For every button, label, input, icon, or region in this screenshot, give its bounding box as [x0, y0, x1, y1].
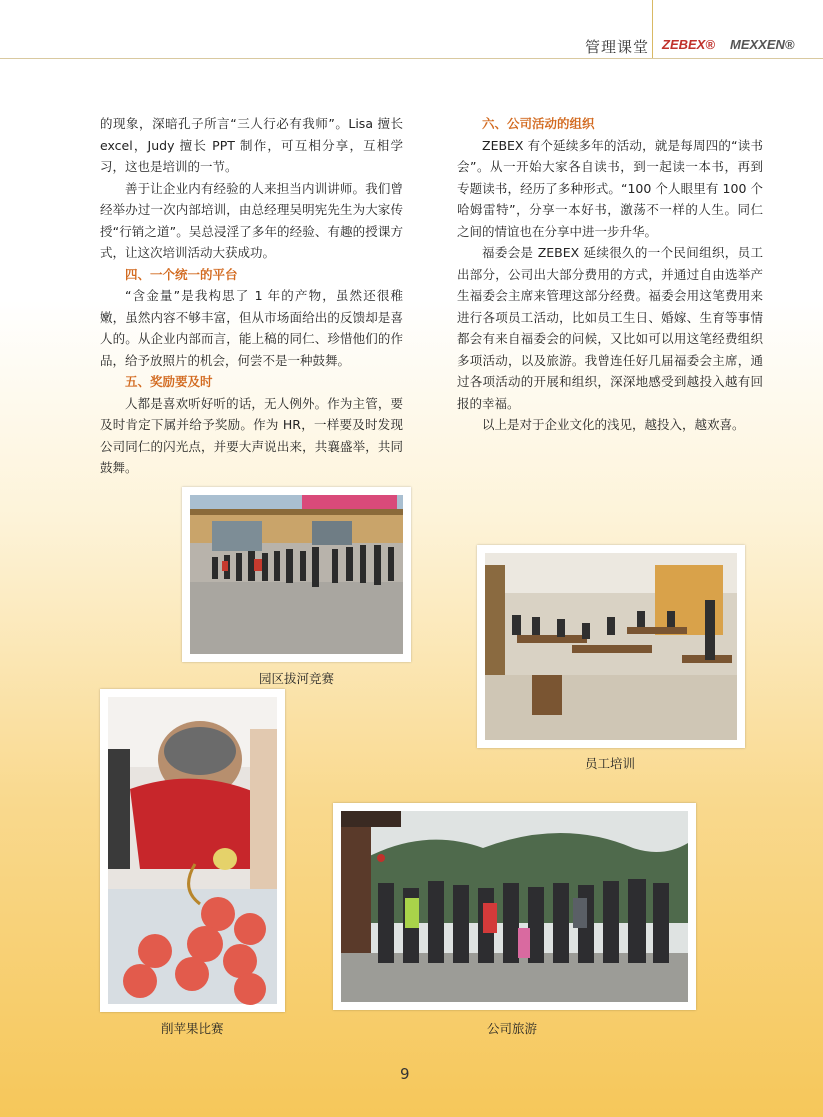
section-heading-6: 六、公司活动的组织 [482, 116, 595, 131]
paragraph: 善于让企业内有经验的人来担当内训讲师。我们曾经举办过一次内部培训，由总经理吴明宪先生为大家传授“行销之道”。吴总浸淫了多年的经验、有趣的授课方式，让这次培训活动大获成功。 [100, 180, 403, 260]
section-title: 管理课堂 [585, 38, 650, 56]
paragraph: 的现象，深暗孔子所言“三人行必有我师”。Lisa 擅长 excel，Judy 擅长 PPT 制作，可互相分享，互相学习，这也是培训的一节。 [100, 116, 403, 174]
paragraph: 福委会是 ZEBEX 延续很久的一个民间组织，员工出部分，公司出大部分费用的方式，并通过自由选举产生福委会主席来管理这部分经费。福委会用这笔费用来进行各项员工活动，比如员工生日、婚嫁、生育等事情都会有来自福委会的问候，又比如可以用这笔经费组织多项活动，以及旅游。我曾连任好几届福委会主席，通过各项活动的开展和组织，深深地感受到越投入越有回报的幸福。 [457, 245, 763, 411]
page-number: 9 [400, 1065, 410, 1083]
staff-training-photo [477, 545, 745, 748]
zebex-logo: ZEBEX® [662, 37, 715, 52]
apple-peeling-caption: 削苹果比赛 [161, 1021, 224, 1036]
tug-of-war-photo [182, 487, 411, 662]
tug-of-war-caption: 园区拔河竞赛 [259, 671, 335, 686]
right-column [457, 113, 763, 436]
section-heading-4: 四、一个统一的平台 [125, 266, 238, 282]
left-column [100, 113, 403, 479]
mexxen-logo: MEXXEN® [730, 37, 795, 52]
company-travel-caption: 公司旅游 [487, 1021, 538, 1036]
paragraph: 以上是对于企业文化的浅见，越投入，越欢喜。 [482, 417, 745, 432]
apple-peeling-photo [100, 689, 285, 1012]
section-heading-5: 五、奖励要及时 [125, 374, 213, 389]
paragraph: 人都是喜欢听好听的话，无人例外。作为主管，要及时肯定下属并给予奖励。作为 HR，一样要及时发现公司同仁的闪光点，并要大声说出来，共襄盛举，共同鼓舞。 [100, 395, 403, 475]
paragraph: “含金量”是我构思了 1 年的产物，虽然还很稚嫩，虽然内容不够丰富，但从市场面给出的反馈却是喜人的。从企业内部而言，能上稿的同仁、珍惜他们的作品，给予放照片的机会，何尝不是一种鼓舞。 [100, 288, 403, 368]
paragraph: ZEBEX 有个延续多年的活动，就是每周四的“读书会”。从一开始大家各自读书，到一起读一本书，再到专题读书，经历了多种形式。“100 个人眼里有 100 个哈姆雷特”，分享一本好书，激荡不一样的人生。同仁之间的情谊也在分享中进一步升华。 [457, 137, 763, 239]
header-rule [0, 58, 823, 59]
company-travel-photo [333, 803, 696, 1010]
header-divider [652, 0, 653, 58]
page-header [0, 0, 823, 62]
staff-training-caption: 员工培训 [585, 756, 636, 771]
